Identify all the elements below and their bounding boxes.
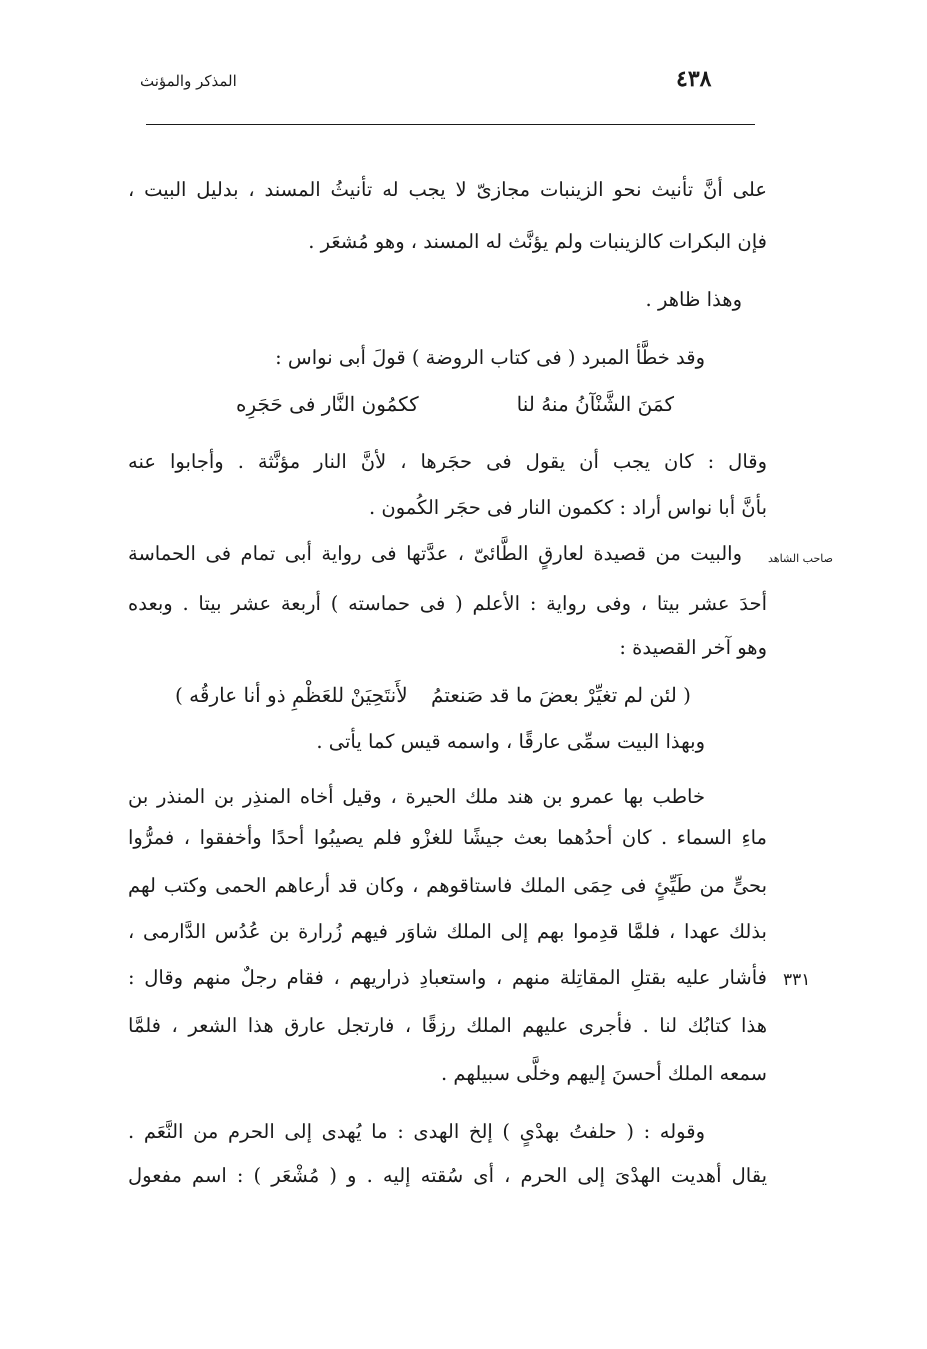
text-line: بأنَّ أبا نواس أراد : ككمون النار فى حجَر الكُمون . <box>369 496 767 519</box>
text-line: وقال : كان يجب أن يقول فى حجَرها ، لأنَّ النار مؤنَّثة . وأجابوا عنه <box>128 450 767 473</box>
verse-hemistich-left: لأَنتَحِيَنْ للعَظْمِ ذو أنا عارقُه ) <box>175 683 408 707</box>
text-line: فإن البكرات كالزينبات ولم يؤنَّث له المسند ، وهو مُشعَر . <box>308 230 767 253</box>
margin-number: ٣٣١ <box>783 970 811 990</box>
text-line: أحدَ عشر بيتا ، وفى رواية : الأعلم ( فى حماسته ) أربعة عشر بيتا . وبعده <box>128 592 767 615</box>
verse-hemistich-left: ككمُون النَّار فى حَجَرِه <box>236 392 419 416</box>
text-line: بحىٍّ من طَيِّئٍ فى حِمَى الملك فاستاقوهم ، وكان قد أرعاهم الحمى وكتب لهم <box>128 874 767 897</box>
page-number: ٤٣٨ <box>676 66 712 92</box>
text-line: يقال أهديت الهدْىَ إلى الحرم ، أى سُقته إليه . و ( مُشْعَر ) : اسم مفعول <box>128 1164 767 1187</box>
text-line: ماءِ السماء . كان أحدُهما بعث جيشًا للغزْو فلم يصيبُوا أحدًا وأخفقوا ، فمرُّوا <box>128 826 767 849</box>
text-line: وقوله : ( حلفتُ بهدْىٍ ) إلخ الهدى : ما يُهدى إلى الحرم من النَّعَم . <box>128 1120 705 1143</box>
text-line: هذا كتابُك لنا . فأجرى عليهم الملك رزقًا ، فارتجل عارق هذا الشعر ، فلمَّا <box>128 1014 767 1037</box>
text-line: على أنَّ تأنيث نحو الزينبات مجازىّ لا يجب له تأنيثُ المسند ، بدليل البيت ، <box>128 178 767 201</box>
text-line: وقد خطَّأ المبرد ( فى كتاب الروضة ) قولَ أبى نواس : <box>275 346 705 369</box>
text-line: سمعه الملك أحسنَ إليهم وخلَّى سبيلهم . <box>440 1062 767 1085</box>
running-header-title: المذكر والمؤنث <box>140 72 237 90</box>
header-rule <box>146 124 755 125</box>
verse-hemistich-right: ( لئن لم تغيِّرْ بعضَ ما قد صَنعتمُ <box>431 683 691 707</box>
text-line: وهو آخر القصيدة : <box>619 636 767 659</box>
margin-note: صاحب الشاهد <box>768 552 833 565</box>
text-line: وهذا ظاهر . <box>645 288 742 311</box>
text-line: فأشار عليه بقتلِ المقاتِلة منهم ، واستعبادِ ذراريهم ، فقام رجلٌ منهم وقال : <box>128 966 767 989</box>
text-line: وبهذا البيت سمِّى عارقًا ، واسمه قيس كما يأتى . <box>316 730 705 753</box>
verse-hemistich-right: كمَنَ الشَّنْآنُ منهُ لنا <box>516 392 674 416</box>
text-line: والبيت من قصيدة لعارقٍ الطَّائىّ ، عدَّتها فى رواية أبى تمام فى الحماسة <box>128 542 742 565</box>
text-line: بذلك عهدا ، فلمَّا قدِموا بهم إلى الملك شاوَر فيهم زُرارة بن عُدُس الدَّارمى ، <box>128 920 767 943</box>
text-line: خاطب بها عمرو بن هند ملك الحيرة ، وقيل أخاه المنذِر بن المنذر بن <box>128 785 705 808</box>
